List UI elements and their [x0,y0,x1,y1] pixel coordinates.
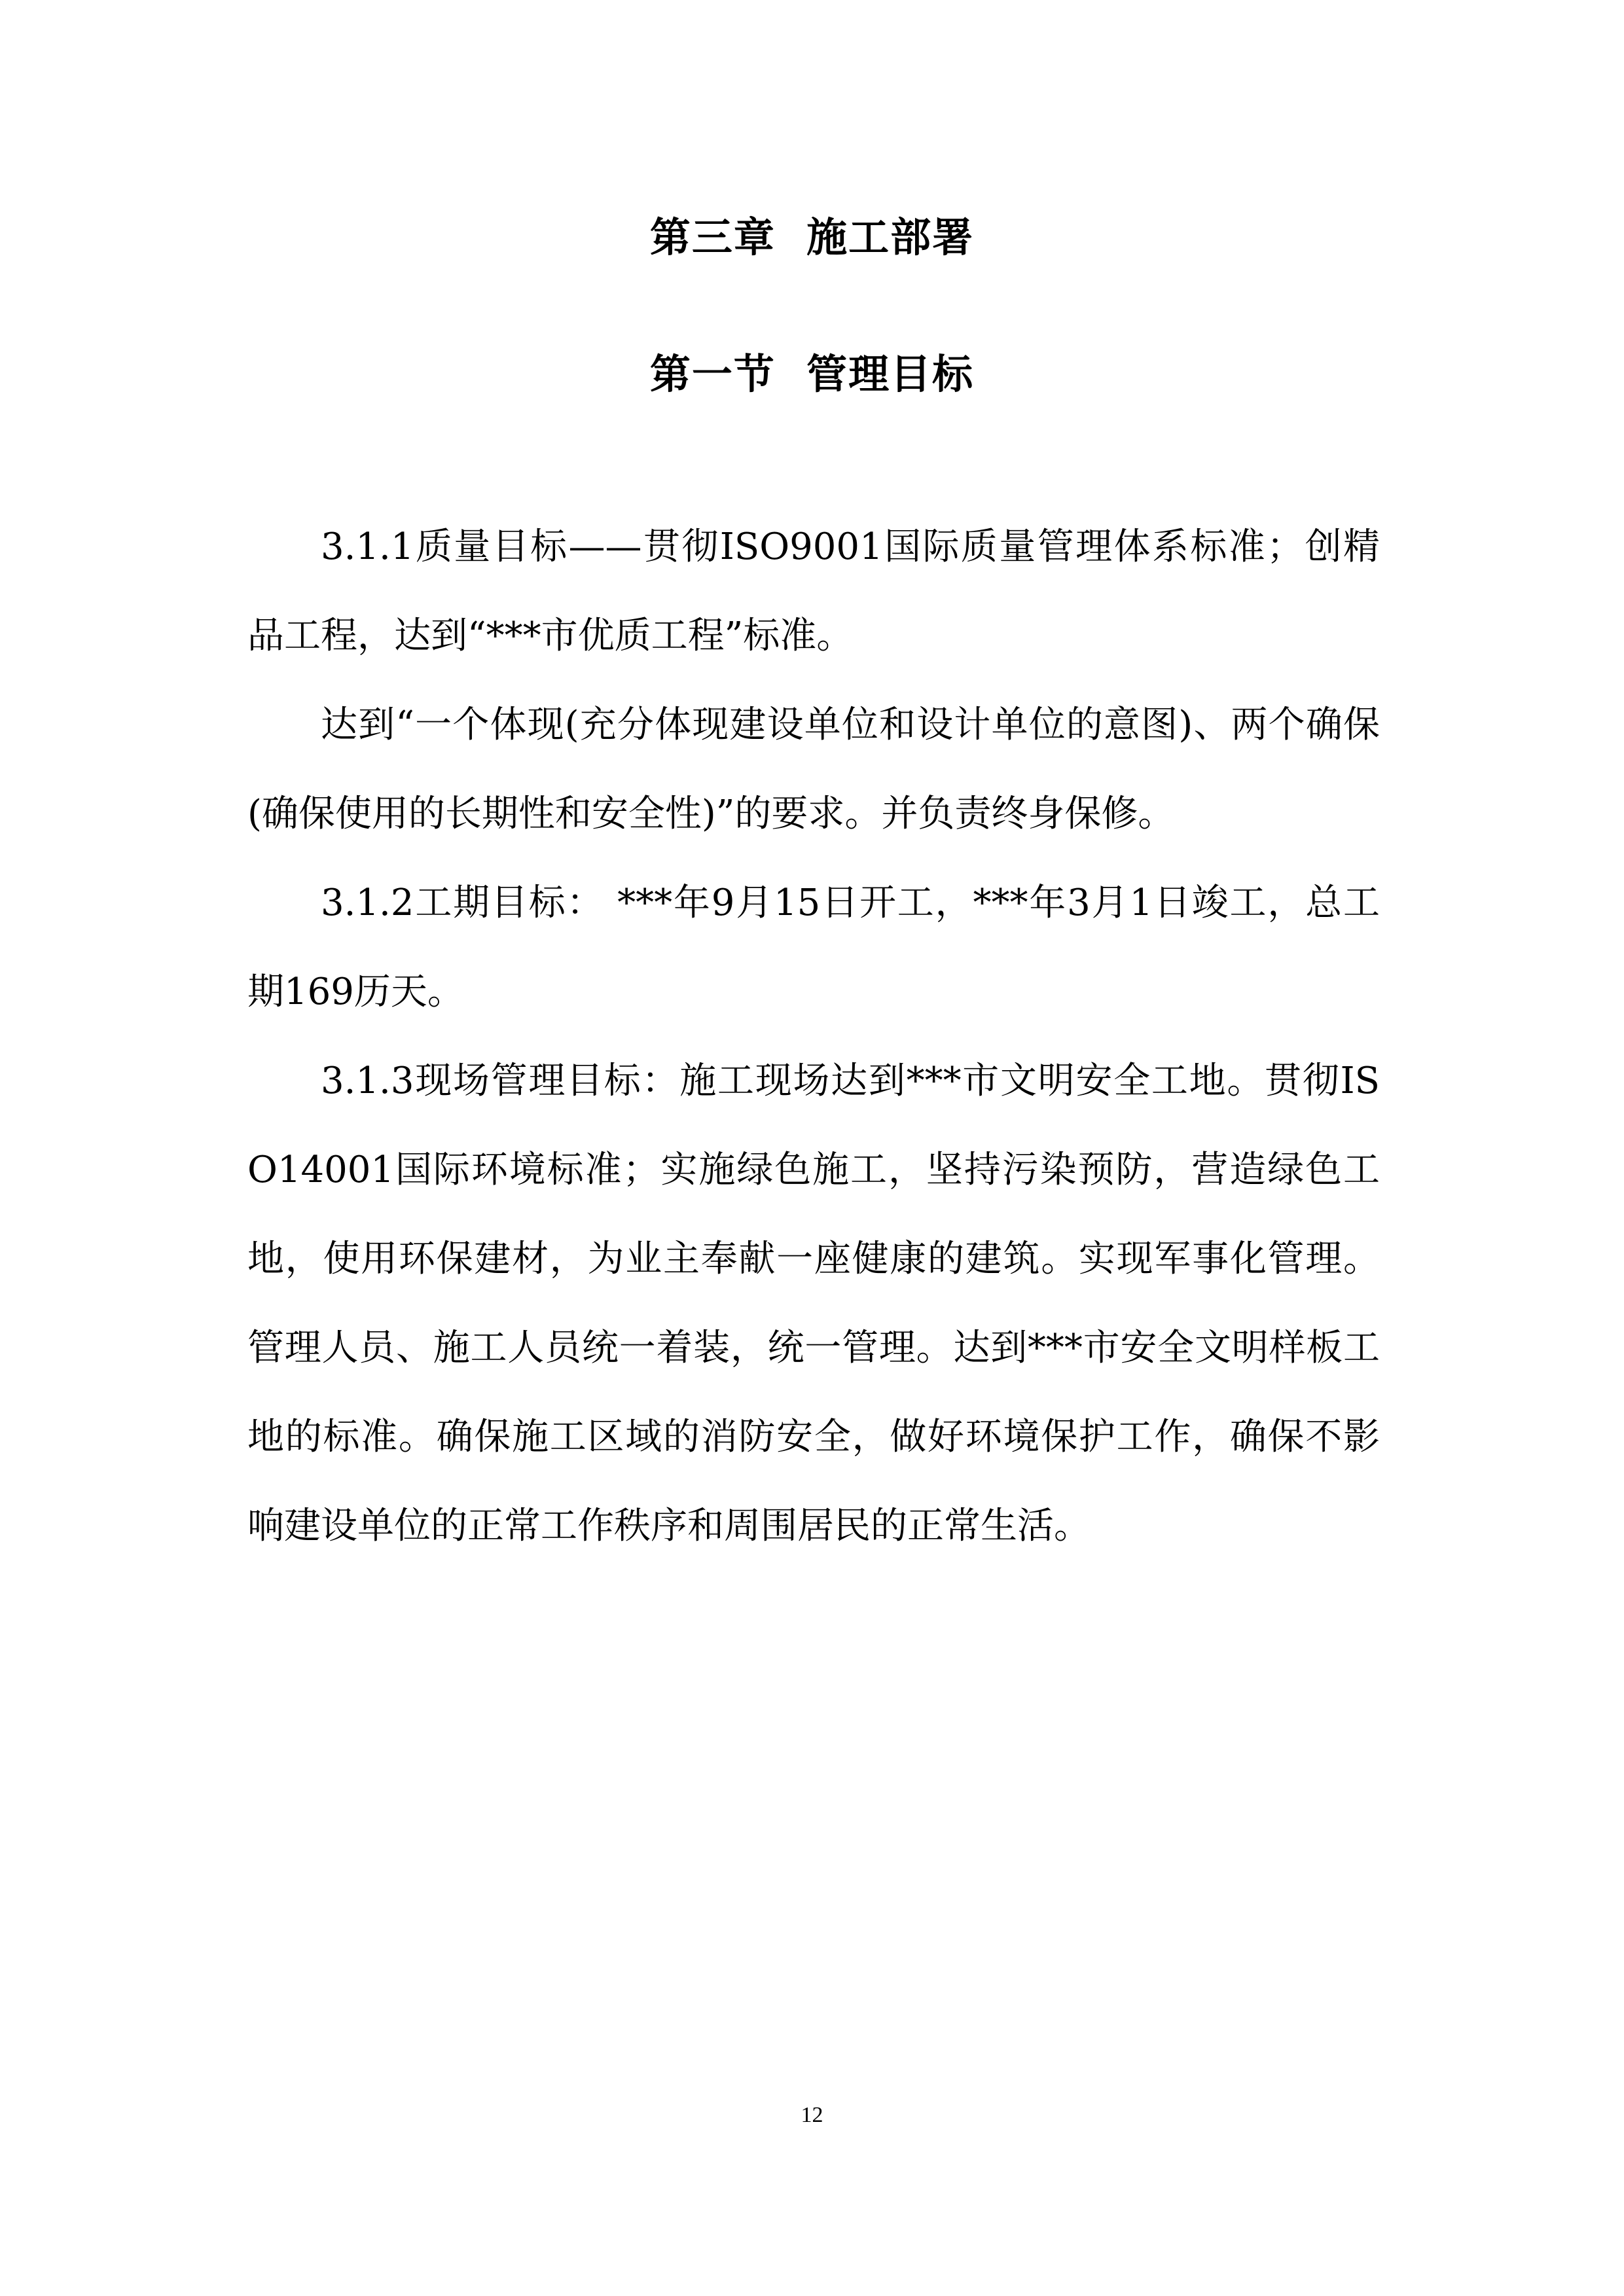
paragraph-schedule-goal: 3.1.2工期目标： ***年9月15日开工，***年3月1日竣工，总工期169历天。 [247,882,1380,1013]
page-number: 12 [801,2103,823,2127]
section-title: 第一节 管理目标 [649,350,975,398]
body-text [247,503,1380,1571]
chapter-title: 第三章 施工部署 [649,213,975,261]
paragraph-site-management-goal: 3.1.3现场管理目标：施工现场达到***市文明安全工地。贯彻ISO14001国际环境标准；实施绿色施工，坚持污染预防，营造绿色工地，使用环保建材，为业主奉献一座健康的建筑。实现军事化管理。管理人员、施工人员统一着装，统一管理。达到***市安全文明样板工地的标准。确保施工区域的消防安全，做好环境保护工作，确保不影响建设单位的正常工作秩序和周围居民的正常生活。 [247,1060,1380,1547]
paragraph-quality-goal: 3.1.1质量目标——贯彻ISO9001国际质量管理体系标准；创精品工程，达到“***市优质工程”标准。 [247,526,1380,657]
paragraph-one-embody-two-ensure: 达到“一个体现(充分体现建设单位和设计单位的意图)、两个确保(确保使用的长期性和安全性)”的要求。并负责终身保修。 [247,704,1380,835]
